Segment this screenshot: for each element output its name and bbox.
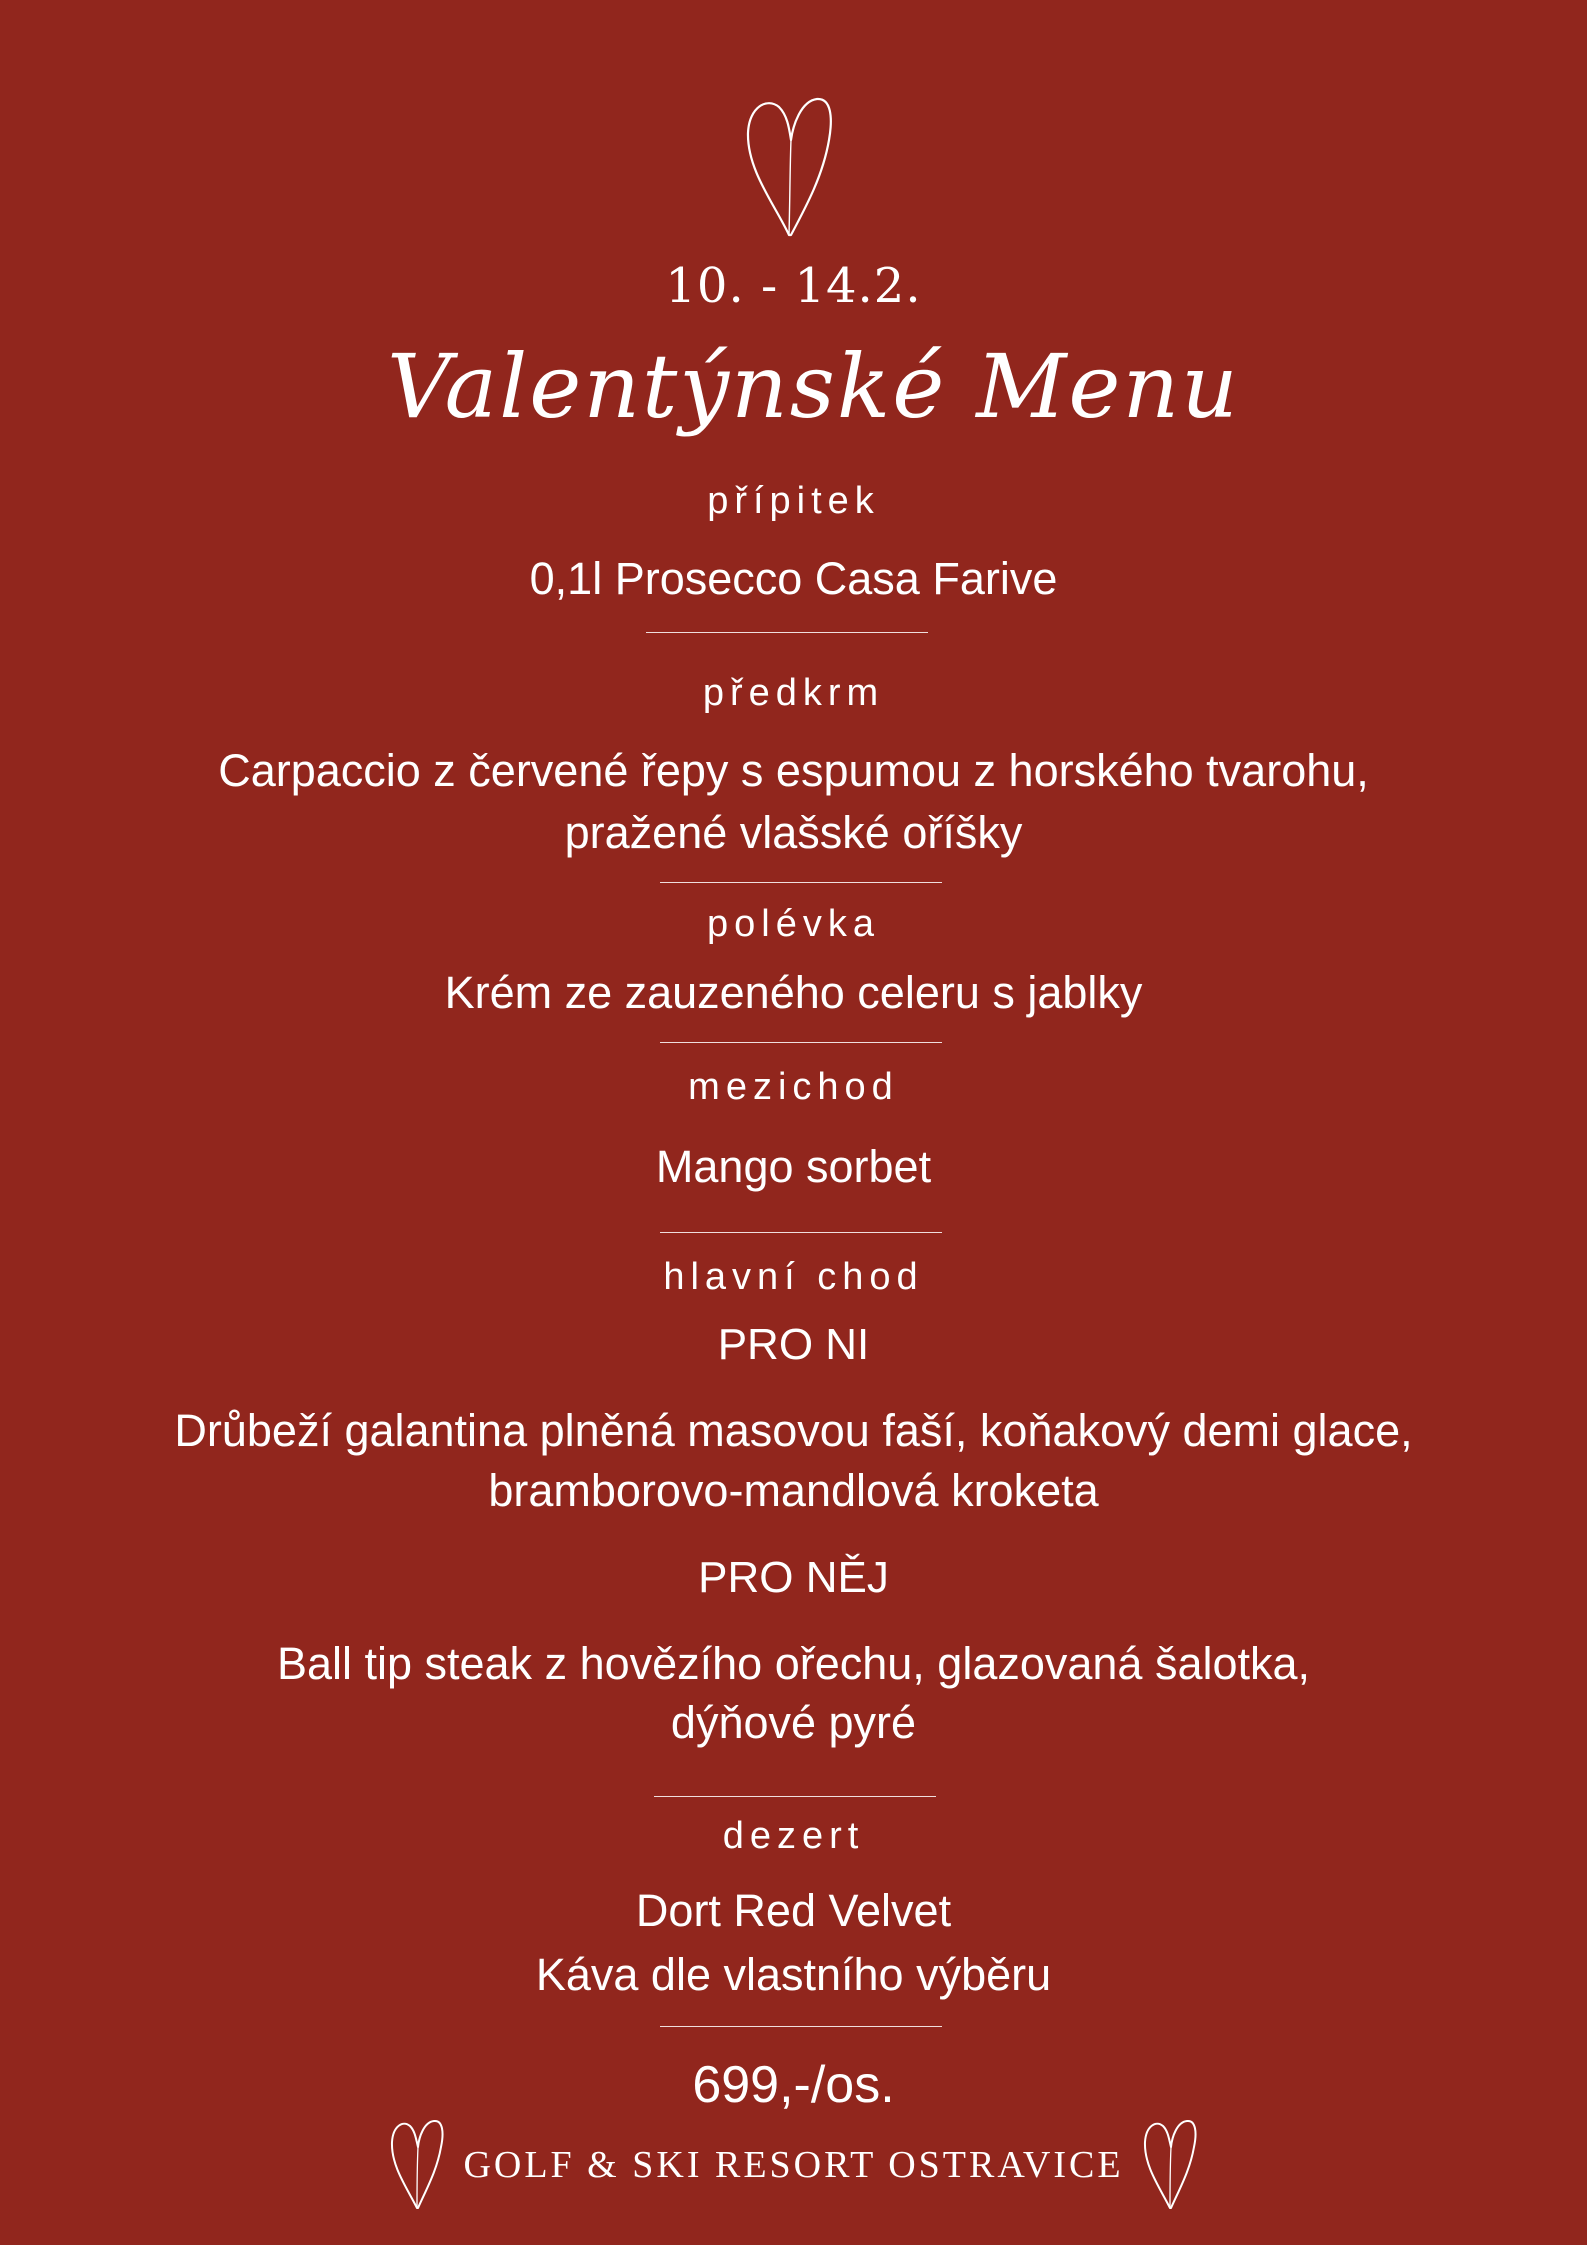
section-label-dessert: dezert <box>722 1815 865 1857</box>
soup-item: Krém ze zauzeného celeru s jablky <box>444 967 1143 1018</box>
date-range: 10. - 14.2. <box>665 258 922 314</box>
divider <box>660 2026 942 2027</box>
menu-title: Valentýnské Menu <box>387 335 1240 438</box>
section-label-inter: mezichod <box>688 1066 899 1108</box>
heart-outline-icon <box>1142 2118 1198 2212</box>
main-him-line-2: dýňové pyré <box>670 1697 917 1748</box>
divider <box>660 882 942 883</box>
starter-line-1: Carpaccio z červené řepy s espumou z horského tvarohu, <box>218 745 1369 796</box>
section-label-starter: předkrm <box>702 672 885 714</box>
starter-line-2: pražené vlašské oříšky <box>564 807 1023 858</box>
resort-name: GOLF & SKI RESORT OSTRAVICE <box>463 2144 1124 2186</box>
divider <box>654 1796 936 1797</box>
main-her-line-2: bramborovo-mandlová kroketa <box>488 1465 1099 1516</box>
section-label-soup: polévka <box>707 903 880 945</box>
dessert-line-2: Káva dle vlastního výběru <box>535 1949 1052 2000</box>
main-her-title: PRO NI <box>717 1320 870 1369</box>
inter-item: Mango sorbet <box>655 1141 932 1192</box>
divider <box>646 632 928 633</box>
dessert-line-1: Dort Red Velvet <box>635 1885 952 1936</box>
main-her-line-1: Drůbeží galantina plněná masovou faší, koňakový demi glace, <box>174 1405 1413 1456</box>
section-label-toast: přípitek <box>707 480 880 522</box>
divider <box>660 1232 942 1233</box>
main-him-title: PRO NĚJ <box>698 1553 889 1602</box>
divider <box>660 1042 942 1043</box>
heart-outline-icon <box>745 95 835 240</box>
footer <box>0 2118 1587 2212</box>
main-him-line-1: Ball tip steak z hovězího ořechu, glazovaná šalotka, <box>276 1638 1311 1689</box>
toast-item: 0,1l Prosecco Casa Farive <box>529 553 1058 604</box>
heart-outline-icon <box>389 2118 445 2212</box>
price: 699,-/os. <box>692 2056 895 2114</box>
section-label-main: hlavní chod <box>663 1256 924 1298</box>
